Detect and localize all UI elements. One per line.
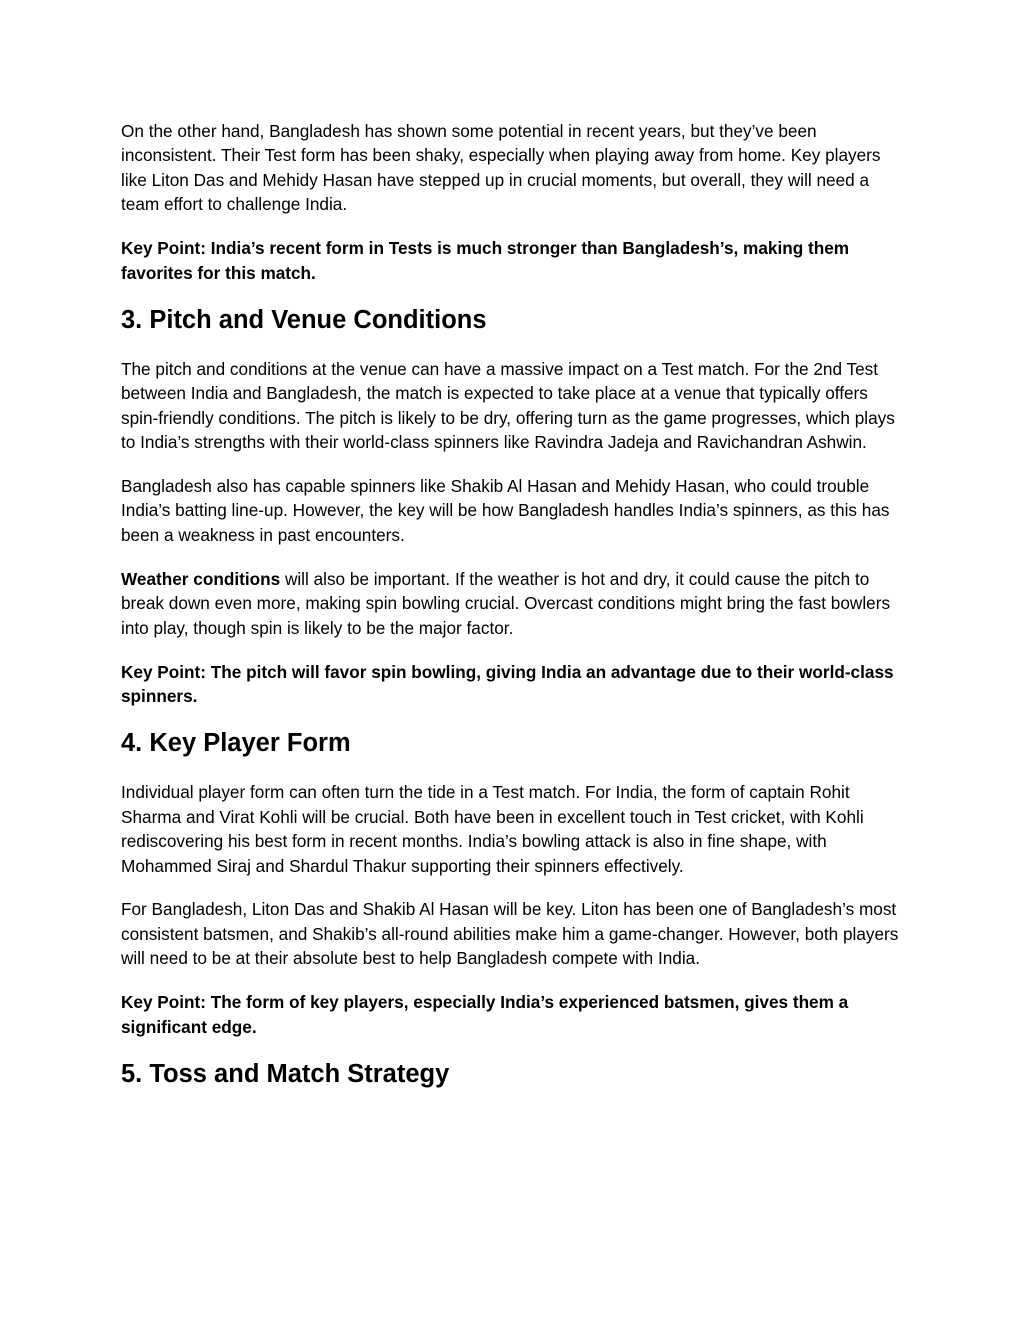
section-4-paragraph-1: Individual player form can often turn the tide in a Test match. For India, the form of captain Rohit Sharma and Virat Kohli will be crucial. Both have been in excellent touch in Test cricket, with Kohli rediscovering his best form in recent months. India’s bowling attack is also in fine shape, with Mohammed Siraj and Shardul Thakur supporting their spinners effectively. — [121, 782, 864, 876]
document-page — [121, 119, 906, 1111]
section-3-key-point: Key Point: The pitch will favor spin bowling, giving India an advantage due to their world-class spinners. — [121, 661, 894, 706]
intro-key-point: Key Point: India’s recent form in Tests is much stronger than Bangladesh’s, making them favorites for this match. — [121, 238, 850, 283]
intro-paragraph: On the other hand, Bangladesh has shown some potential in recent years, but they’ve been inconsistent. Their Test form has been shaky, especially when playing away from home. Key players like Liton Das and Mehidy Hasan have stepped up in crucial moments, but overall, they will need a team effort to challenge India. — [121, 121, 881, 215]
section-5-heading: 5. Toss and Match Strategy — [121, 1059, 450, 1088]
weather-conditions-label: Weather conditions — [121, 568, 281, 589]
section-3-paragraph-3 — [121, 567, 906, 640]
section-3-paragraph-2: Bangladesh also has capable spinners like Shakib Al Hasan and Mehidy Hasan, who could trouble India’s batting line-up. However, the key will be how Bangladesh handles India’s spinners, as this has been a weakness in past encounters. — [121, 476, 890, 545]
weather-conditions-text: will also be important. If the weather is hot and dry, it could cause the pitch to break down even more, making spin bowling crucial. Overcast conditions might bring the fast bowlers into play, though spin is likely to be the major factor. — [121, 568, 891, 638]
section-4-key-point: Key Point: The form of key players, especially India’s experienced batsmen, gives them a significant edge. — [121, 992, 849, 1037]
section-3-heading: 3. Pitch and Venue Conditions — [121, 305, 487, 334]
section-4-heading: 4. Key Player Form — [121, 729, 351, 758]
section-3-paragraph-1: The pitch and conditions at the venue can have a massive impact on a Test match. For the 2nd Test between India and Bangladesh, the match is expected to take place at a venue that typically offers spin-friendly conditions. The pitch is likely to be dry, offering turn as the game progresses, which plays to India’s strengths with their world-class spinners like Ravindra Jadeja and Ravichandran Ashwin. — [121, 358, 895, 453]
section-4-paragraph-2: For Bangladesh, Liton Das and Shakib Al Hasan will be key. Liton has been one of Bangladesh’s most consistent batsmen, and Shakib’s all-round abilities make him a game-changer. However, both players will need to be at their absolute best to help Bangladesh compete with India. — [121, 899, 899, 969]
